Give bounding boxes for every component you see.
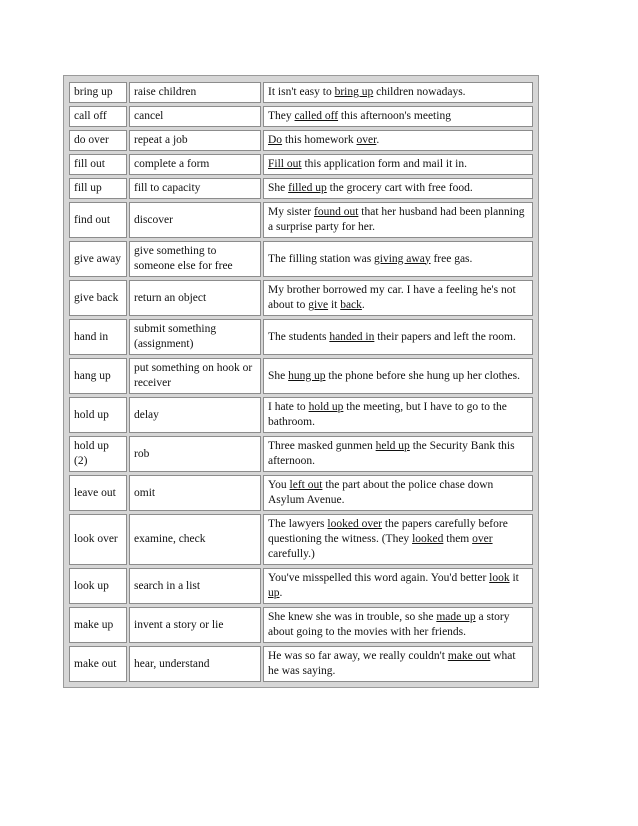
table-row — [69, 154, 533, 175]
sentence-fragment: the papers carefully before questioning the witness. (They — [268, 518, 508, 545]
underlined-phrase: hung up — [288, 369, 326, 382]
meaning-cell: submit something (assignment) — [129, 319, 261, 355]
example-sentence-cell — [263, 241, 533, 277]
underlined-phrase: look — [489, 572, 510, 584]
underlined-phrase: give — [308, 299, 329, 311]
phrasal-verb-cell: look up — [69, 568, 127, 604]
example-sentence-cell — [263, 475, 533, 511]
table-row — [69, 82, 533, 103]
underlined-phrase: Do — [268, 134, 283, 146]
meaning-cell: complete a form — [129, 154, 261, 175]
sentence-fragment: You've misspelled this word again. You'd better — [268, 572, 490, 584]
table-row — [69, 358, 533, 394]
phrasal-verb-cell: fill out — [69, 154, 127, 175]
example-sentence-cell — [263, 319, 533, 355]
sentence-fragment: the grocery cart with free food. — [326, 182, 473, 194]
sentence-fragment: them — [443, 533, 473, 545]
sentence-fragment: this homework — [282, 134, 357, 146]
example-sentence-cell — [263, 436, 533, 472]
table-row — [69, 241, 533, 277]
phrasal-verb-cell: hold up — [69, 397, 127, 433]
phrasal-verb-cell: find out — [69, 202, 127, 238]
sentence-fragment: the Security Bank this afternoon. — [268, 440, 515, 467]
phrasal-verb-cell: fill up — [69, 178, 127, 199]
sentence-fragment: a story about going to the movies with her friends. — [268, 611, 510, 638]
sentence-fragment: The students — [268, 330, 330, 343]
underlined-phrase: back — [340, 299, 362, 311]
table-row — [69, 106, 533, 127]
meaning-cell: search in a list — [129, 568, 261, 604]
table-row — [69, 607, 533, 643]
sentence-fragment: it — [328, 299, 341, 311]
phrasal-verb-cell: leave out — [69, 475, 127, 511]
table-row — [69, 436, 533, 472]
underlined-phrase: up — [268, 587, 280, 599]
phrasal-verbs-table — [67, 79, 535, 685]
underlined-phrase: hold up — [308, 401, 344, 413]
sentence-fragment: the phone before she hung up her clothes. — [325, 369, 520, 382]
table-row — [69, 568, 533, 604]
underlined-phrase: over — [356, 134, 377, 146]
table-row — [69, 475, 533, 511]
example-sentence-cell — [263, 358, 533, 394]
underlined-phrase: held up — [375, 440, 410, 452]
table-row — [69, 319, 533, 355]
sentence-fragment: It isn't easy to — [268, 86, 335, 98]
sentence-fragment: She knew she was in trouble, so she — [268, 611, 437, 623]
table-row — [69, 397, 533, 433]
underlined-phrase: filled up — [288, 182, 327, 194]
meaning-cell: raise children — [129, 82, 261, 103]
meaning-cell: fill to capacity — [129, 178, 261, 199]
sentence-fragment: children nowadays. — [373, 86, 466, 98]
sentence-fragment: She — [268, 182, 289, 194]
table-row — [69, 178, 533, 199]
meaning-cell: omit — [129, 475, 261, 511]
table-row — [69, 646, 533, 682]
example-sentence-cell — [263, 178, 533, 199]
meaning-cell: examine, check — [129, 514, 261, 565]
meaning-cell: invent a story or lie — [129, 607, 261, 643]
sentence-fragment: She — [268, 369, 289, 382]
underlined-phrase: Fill out — [268, 158, 302, 170]
underlined-phrase: handed in — [329, 330, 375, 343]
meaning-cell: give something to someone else for free — [129, 241, 261, 277]
sentence-fragment: their papers and left the room. — [374, 330, 516, 343]
example-sentence-cell — [263, 154, 533, 175]
sentence-fragment: carefully.) — [268, 548, 315, 560]
underlined-phrase: make out — [447, 650, 491, 662]
example-sentence-cell — [263, 646, 533, 682]
meaning-cell: repeat a job — [129, 130, 261, 151]
example-sentence-cell — [263, 607, 533, 643]
sentence-fragment: The lawyers — [268, 518, 328, 530]
underlined-phrase: left out — [289, 479, 323, 491]
phrasal-verb-cell: call off — [69, 106, 127, 127]
table-body — [69, 82, 533, 682]
meaning-cell: put something on hook or receiver — [129, 358, 261, 394]
sentence-fragment: . — [361, 299, 365, 311]
example-sentence-cell — [263, 514, 533, 565]
sentence-fragment: the meeting, but I have to go to the bathroom. — [268, 401, 507, 428]
phrasal-verb-cell: make out — [69, 646, 127, 682]
table-row — [69, 202, 533, 238]
sentence-fragment: My brother borrowed my car. I have a feeling he's not about to — [268, 284, 516, 311]
sentence-fragment: . — [376, 134, 380, 146]
underlined-phrase: giving away — [374, 252, 431, 265]
example-sentence-cell — [263, 106, 533, 127]
sentence-fragment: The filling station was — [268, 252, 375, 265]
meaning-cell: hear, understand — [129, 646, 261, 682]
phrasal-verb-cell: make up — [69, 607, 127, 643]
sentence-fragment: Three masked gunmen — [268, 440, 376, 452]
sentence-fragment: My sister — [268, 206, 314, 218]
sentence-fragment: . — [279, 587, 283, 599]
sentence-fragment: free gas. — [430, 252, 473, 265]
meaning-cell: rob — [129, 436, 261, 472]
underlined-phrase: found out — [314, 206, 359, 218]
example-sentence-cell — [263, 280, 533, 316]
example-sentence-cell — [263, 568, 533, 604]
example-sentence-cell — [263, 82, 533, 103]
meaning-cell: cancel — [129, 106, 261, 127]
underlined-phrase: made up — [436, 611, 476, 623]
underlined-phrase: called off — [294, 110, 339, 122]
phrasal-verb-cell: hang up — [69, 358, 127, 394]
example-sentence-cell — [263, 202, 533, 238]
sentence-fragment: You — [268, 479, 290, 491]
phrasal-verb-cell: give back — [69, 280, 127, 316]
underlined-phrase: bring up — [334, 86, 374, 98]
table-row — [69, 280, 533, 316]
example-sentence-cell — [263, 397, 533, 433]
sentence-fragment: this afternoon's meeting — [338, 110, 451, 122]
sentence-fragment: this application form and mail it in. — [301, 158, 468, 170]
phrasal-verb-cell: give away — [69, 241, 127, 277]
meaning-cell: return an object — [129, 280, 261, 316]
sentence-fragment: I hate to — [268, 401, 309, 413]
phrasal-verbs-table-frame — [63, 75, 539, 688]
sentence-fragment: it — [509, 572, 519, 584]
table-row — [69, 514, 533, 565]
sentence-fragment: the part about the police chase down Asylum Avenue. — [268, 479, 494, 506]
meaning-cell: discover — [129, 202, 261, 238]
phrasal-verb-cell: hand in — [69, 319, 127, 355]
table-row — [69, 130, 533, 151]
phrasal-verb-cell: do over — [69, 130, 127, 151]
sentence-fragment: He was so far away, we really couldn't — [268, 650, 448, 662]
phrasal-verb-cell: hold up (2) — [69, 436, 127, 472]
sentence-fragment: what he was saying. — [268, 650, 516, 677]
underlined-phrase: looked over — [327, 518, 383, 530]
sentence-fragment: that her husband had been planning a surprise party for her. — [268, 206, 525, 233]
example-sentence-cell — [263, 130, 533, 151]
sentence-fragment: They — [268, 110, 295, 122]
meaning-cell: delay — [129, 397, 261, 433]
underlined-phrase: over — [472, 533, 493, 545]
phrasal-verb-cell: look over — [69, 514, 127, 565]
underlined-phrase: looked — [412, 533, 444, 545]
phrasal-verb-cell: bring up — [69, 82, 127, 103]
